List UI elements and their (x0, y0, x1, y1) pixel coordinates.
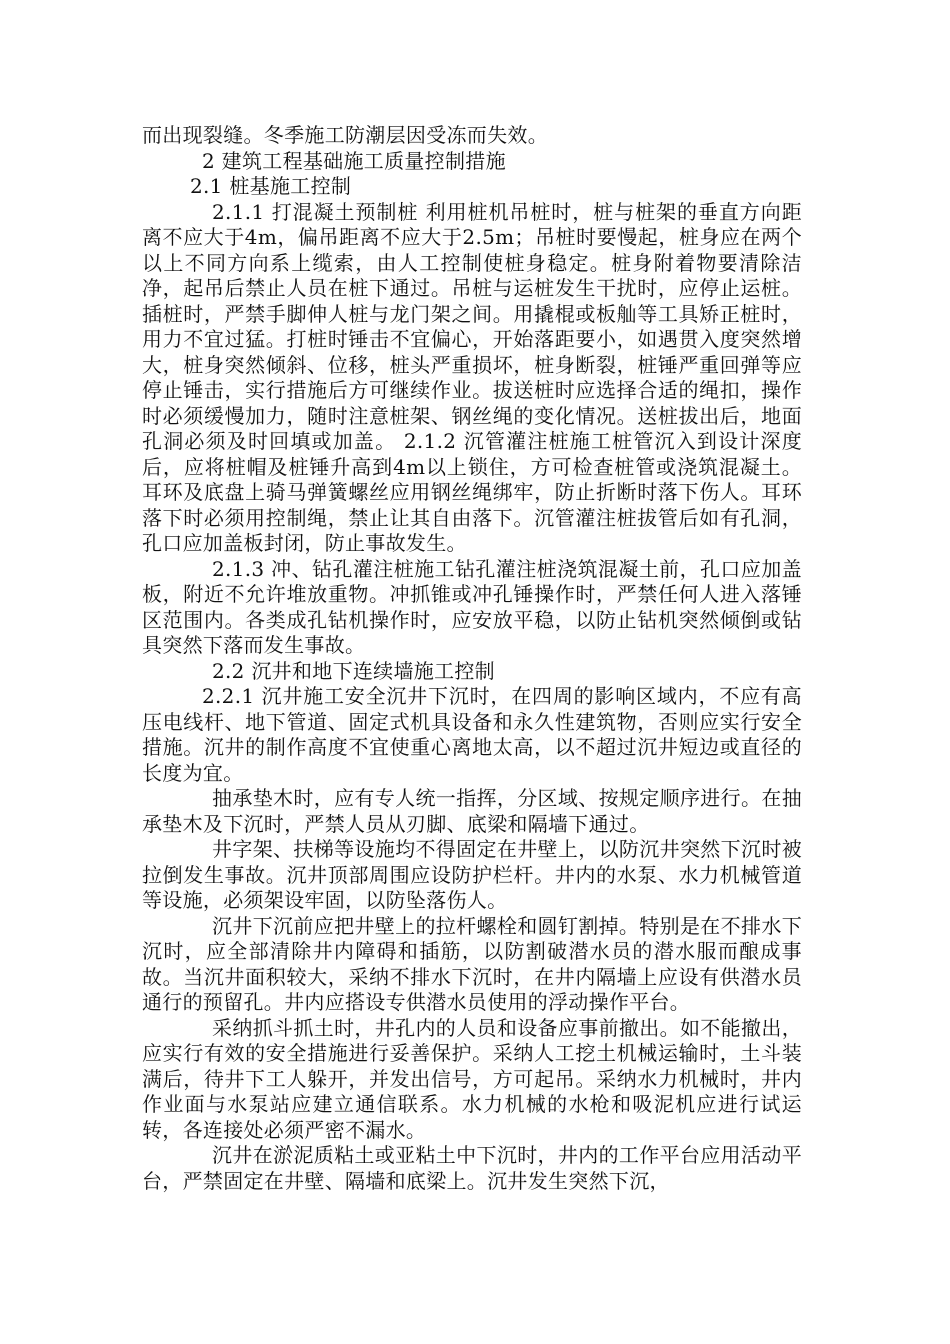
paragraph: 井字架、扶梯等设施均不得固定在井壁上，以防沉井突然下沉时被拉倒发生事故。沉井顶部周围应设防护栏杆。井内的水泵、水力机械管道等设施，必须架设牢固，以防坠落伤人。 (142, 837, 802, 912)
document-body (142, 123, 802, 1194)
paragraph: 2.1.3 冲、钻孔灌注桩施工钻孔灌注桩浇筑混凝土前，孔口应加盖板，附近不允许堆放重物。冲抓锥或冲孔锤操作时，严禁任何人进入落锤区范围内。各类成孔钻机操作时，应安放平稳，以防止钻机突然倾倒或钻具突然下落而发生事故。 (142, 556, 802, 657)
paragraph: 沉井在淤泥质粘土或亚粘土中下沉时，井内的工作平台应用活动平台，严禁固定在井壁、隔墙和底梁上。沉井发生突然下沉， (142, 1143, 802, 1193)
paragraph: 抽承垫木时，应有专人统一指挥，分区域、按规定顺序进行。在抽承垫木及下沉时，严禁人员从刃脚、底梁和隔墙下通过。 (142, 786, 802, 836)
subsection-heading: 2.2 沉井和地下连续墙施工控制 (212, 658, 495, 683)
paragraph: 采纳抓斗抓土时，井孔内的人员和设备应事前撤出。如不能撤出，应实行有效的安全措施进行妥善保护。采纳人工挖土机械运输时，土斗装满后，待井下工人躲开，并发出信号，方可起吊。采纳水力机械时，井内作业面与水泵站应建立通信联系。水力机械的水枪和吸泥机应进行试运转，各连接处必须严密不漏水。 (142, 1015, 802, 1142)
subsection-heading: 2.1 桩基施工控制 (190, 174, 352, 198)
section-heading: 2 建筑工程基础施工质量控制措施 (202, 148, 506, 173)
paragraph: 沉井下沉前应把井壁上的拉杆螺栓和圆钉割掉。特别是在不排水下沉时，应全部清除井内障碍和插筋，以防割破潜水员的潜水服而酿成事故。当沉井面积较大，采纳不排水下沉时，在井内隔墙上应设有供潜水员通行的预留孔。井内应搭设专供潜水员使用的浮动操作平台。 (142, 913, 802, 1014)
paragraph: 2.2.1 沉井施工安全沉井下沉时，在四周的影响区域内，不应有高压电线杆、地下管道、固定式机具设备和永久性建筑物，否则应实行安全措施。沉井的制作高度不宜使重心离地太高，以不超过沉井短边或直径的长度为宜。 (142, 684, 802, 785)
paragraph: 2.1.1 打混凝土预制桩 利用桩机吊桩时，桩与桩架的垂直方向距离不应大于4m，偏吊距离不应大于2.5m；吊桩时要慢起，桩身应在两个以上不同方向系上缆索，由人工控制使桩身稳定。桩身附着物要清除洁净，起吊后禁止人员在桩下通过。吊桩与运桩发生干扰时，应停止运桩。 插桩时，严禁手脚伸人桩与龙门架之间。用撬棍或板舢等工具矫正桩时，用力不宜过猛。打桩时锤击不宜偏心，开始落距要小，如遇贯入度突然增大，桩身突然倾斜、位移，桩头严重损坏，桩身断裂，桩锤严重回弹等应停止锤击，实行措施后方可继续作业。拔送桩时应选择合适的绳扣，操作时必须缓慢加力，随时注意桩架、钢丝绳的变化情况。送桩拔出后，地面孔洞必须及时回填或加盖。 2.1.2 沉管灌注桩施工桩管沉入到设计深度后，应将桩帽及桩锤升高到4m以上锁住，方可检查桩管或浇筑混凝土。耳环及底盘上骑马弹簧螺丝应用钢丝绳绑牢，防止折断时落下伤人。耳环落下时必须用控制绳，禁止让其自由落下。沉管灌注桩拔管后如有孔洞，孔口应加盖板封闭，防止事故发生。 (142, 199, 802, 555)
paragraph-continuation: 而出现裂缝。冬季施工防潮层因受冻而失效。 (142, 123, 548, 147)
